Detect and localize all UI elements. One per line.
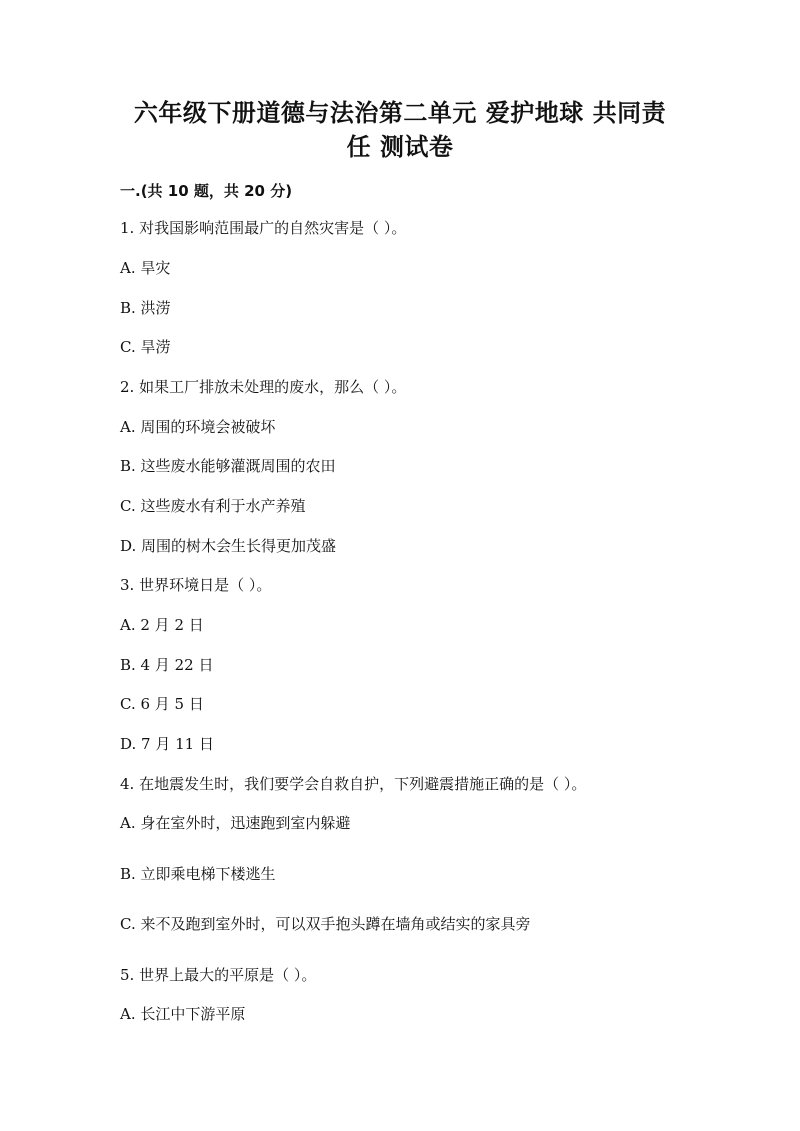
question-3-option-b: B. 4 月 22 日 [120, 656, 214, 674]
section-heading: 一.(共 10 题，共 20 分) [120, 182, 293, 200]
question-1-option-c: C. 旱涝 [120, 338, 171, 356]
question-1-option-b: B. 洪涝 [120, 299, 171, 317]
question-2-stem: 2. 如果工厂排放未处理的废水，那么（ ）。 [120, 378, 407, 396]
exam-title-line-1: 六年级下册道德与法治第二单元 爱护地球 共同责 [133, 98, 667, 127]
question-2-option-d: D. 周围的树木会生长得更加茂盛 [120, 537, 337, 555]
question-3-option-d: D. 7 月 11 日 [120, 735, 214, 753]
exam-title [100, 96, 700, 164]
question-3-option-a: A. 2 月 2 日 [120, 616, 204, 634]
question-1-stem: 1. 对我国影响范围最广的自然灾害是（ ）。 [120, 219, 407, 237]
question-2-option-b: B. 这些废水能够灌溉周围的农田 [120, 457, 336, 475]
question-5-stem: 5. 世界上最大的平原是（ ）。 [120, 966, 317, 984]
question-4-option-c: C. 来不及跑到室外时，可以双手抱头蹲在墙角或结实的家具旁 [120, 915, 531, 933]
question-5-option-a: A. 长江中下游平原 [120, 1005, 246, 1023]
question-3-stem: 3. 世界环境日是（ ）。 [120, 576, 272, 594]
exam-title-line-2: 任 测试卷 [346, 132, 454, 161]
question-1-option-a: A. 旱灾 [120, 259, 171, 277]
question-4-option-b: B. 立即乘电梯下楼逃生 [120, 865, 276, 883]
question-4-option-a: A. 身在室外时，迅速跑到室内躲避 [120, 814, 351, 832]
question-2-option-c: C. 这些废水有利于水产养殖 [120, 497, 306, 515]
question-4-stem: 4. 在地震发生时，我们要学会自救自护，下列避震措施正确的是（ ）。 [120, 775, 587, 793]
question-3-option-c: C. 6 月 5 日 [120, 695, 204, 713]
question-2-option-a: A. 周围的环境会被破坏 [120, 418, 276, 436]
